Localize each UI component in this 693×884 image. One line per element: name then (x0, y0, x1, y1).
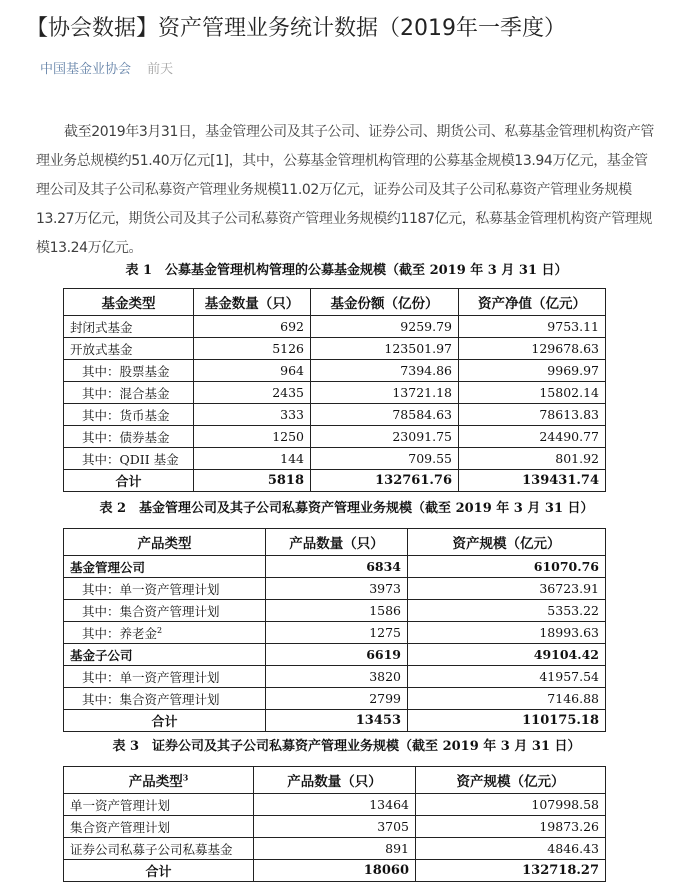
table-cell: 证券公司私募子公司私募基金 (64, 838, 254, 860)
table-row (64, 688, 606, 710)
table-cell: 其中：债券基金 (64, 426, 194, 448)
table1-header: 基金数量（只） (194, 289, 311, 316)
table-cell: 9969.97 (459, 360, 606, 382)
table-cell: 132718.27 (416, 860, 606, 882)
table3 (63, 766, 606, 882)
table-cell: 合计 (64, 860, 254, 882)
article-meta (40, 60, 173, 80)
table-cell: 5353.22 (408, 600, 606, 622)
table-cell: 18993.63 (408, 622, 606, 644)
table-cell: 139431.74 (459, 470, 606, 492)
table-cell: 2435 (194, 382, 311, 404)
table-cell: 18060 (254, 860, 416, 882)
table-cell: 合计 (64, 470, 194, 492)
table-row (64, 382, 606, 404)
table-cell: 1586 (266, 600, 408, 622)
summary-paragraph: 截至2019年3月31日，基金管理公司及其子公司、证券公司、期货公司、私募基金管理机构资产管理业务总规模约51.40万亿元[1]，其中，公募基金管理机构管理的公募基金规模13.94万亿元，基金管理公司及其子公司私募资产管理业务规模11.02万亿元，证券公司及其子公司私募资产管理业务规模13.27万亿元，期货公司及其子公司私募资产管理业务规模约1187亿元，私募基金管理机构资产管理规模13.24万亿元。 (36, 124, 654, 256)
table-cell: 2799 (266, 688, 408, 710)
table-row (64, 600, 606, 622)
table-cell: 709.55 (311, 448, 459, 470)
table1-header: 资产净值（亿元） (459, 289, 606, 316)
table3-header: 产品数量（只） (254, 767, 416, 794)
table2-header: 产品类型 (64, 529, 266, 556)
table3-header: 资产规模（亿元） (416, 767, 606, 794)
table-cell: 13453 (266, 710, 408, 732)
table-cell: 集合资产管理计划 (64, 816, 254, 838)
table-cell: 333 (194, 404, 311, 426)
table-cell: 132761.76 (311, 470, 459, 492)
table-cell: 6834 (266, 556, 408, 578)
table-cell: 3705 (254, 816, 416, 838)
table-cell: 107998.58 (416, 794, 606, 816)
footnote-mark: 3 (182, 772, 189, 783)
table-cell: 开放式基金 (64, 338, 194, 360)
table-row (64, 622, 606, 644)
table-row (64, 338, 606, 360)
table2-caption: 表 2 基金管理公司及其子公司私募资产管理业务规模（截至 2019 年 3 月 31 日） (99, 501, 594, 516)
table-cell: 3973 (266, 578, 408, 600)
table-cell: 123501.97 (311, 338, 459, 360)
table-cell: 9753.11 (459, 316, 606, 338)
table-cell: 129678.63 (459, 338, 606, 360)
table-cell: 6619 (266, 644, 408, 666)
table1 (63, 288, 606, 492)
table-cell: 23091.75 (311, 426, 459, 448)
table-row (64, 448, 606, 470)
table-cell: 基金子公司 (64, 644, 266, 666)
table-cell: 13721.18 (311, 382, 459, 404)
table-cell: 49104.42 (408, 644, 606, 666)
footnote-mark: 2 (157, 625, 163, 635)
table1-caption: 表 1 公募基金管理机构管理的公募基金规模（截至 2019 年 3 月 31 日） (125, 263, 568, 278)
table-cell: 合计 (64, 710, 266, 732)
table-cell: 41957.54 (408, 666, 606, 688)
table-total-row (64, 860, 606, 882)
table-cell: 15802.14 (459, 382, 606, 404)
table-cell: 891 (254, 838, 416, 860)
table2 (63, 528, 606, 732)
table-cell: 61070.76 (408, 556, 606, 578)
table-cell: 78613.83 (459, 404, 606, 426)
table-cell: 封闭式基金 (64, 316, 194, 338)
table-row (64, 794, 606, 816)
table-total-row (64, 470, 606, 492)
table-cell: 其中：集合资产管理计划 (64, 688, 266, 710)
table-row (64, 816, 606, 838)
table-total-row (64, 710, 606, 732)
table-cell: 24490.77 (459, 426, 606, 448)
table3-caption: 表 3 证券公司及其子公司私募资产管理业务规模（截至 2019 年 3 月 31 日） (112, 739, 581, 754)
table3-header-row (64, 767, 606, 794)
table-cell: 其中：单一资产管理计划 (64, 578, 266, 600)
table-row (64, 556, 606, 578)
table1-header: 基金类型 (64, 289, 194, 316)
table-cell: 4846.43 (416, 838, 606, 860)
table-cell: 19873.26 (416, 816, 606, 838)
table-cell: 单一资产管理计划 (64, 794, 254, 816)
table3-header-text: 产品类型 (128, 774, 183, 790)
table-cell: 9259.79 (311, 316, 459, 338)
table-row (64, 644, 606, 666)
table-cell: 801.92 (459, 448, 606, 470)
table-cell: 7146.88 (408, 688, 606, 710)
table2-header: 资产规模（亿元） (408, 529, 606, 556)
source-link[interactable]: 中国基金业协会 (40, 62, 132, 77)
article-title: 【协会数据】资产管理业务统计数据（2019年一季度） (26, 16, 566, 41)
table-cell: 其中：混合基金 (64, 382, 194, 404)
table-cell: 其中：单一资产管理计划 (64, 666, 266, 688)
table-cell: 964 (194, 360, 311, 382)
table-cell: 基金管理公司 (64, 556, 266, 578)
table-cell: 其中：股票基金 (64, 360, 194, 382)
table-row (64, 578, 606, 600)
table-cell: 13464 (254, 794, 416, 816)
table-cell: 5126 (194, 338, 311, 360)
table-row (64, 316, 606, 338)
table-row (64, 360, 606, 382)
table-cell-text: 其中：养老金 (82, 625, 158, 641)
table-cell: 其中：QDII 基金 (64, 448, 194, 470)
table-cell: 其中：集合资产管理计划 (64, 600, 266, 622)
table-cell: 1275 (266, 622, 408, 644)
table-cell: 1250 (194, 426, 311, 448)
table-row (64, 426, 606, 448)
table-cell: 144 (194, 448, 311, 470)
table2-header-row (64, 529, 606, 556)
table-cell: 7394.86 (311, 360, 459, 382)
table2-header: 产品数量（只） (266, 529, 408, 556)
table-cell: 其中：货币基金 (64, 404, 194, 426)
table1-header: 基金份额（亿份） (311, 289, 459, 316)
table1-header-row (64, 289, 606, 316)
table-row (64, 666, 606, 688)
table-cell (64, 622, 266, 644)
table-row (64, 404, 606, 426)
table-cell: 692 (194, 316, 311, 338)
table-cell: 3820 (266, 666, 408, 688)
table3-header (64, 767, 254, 794)
table-cell: 110175.18 (408, 710, 606, 732)
table-row (64, 838, 606, 860)
publish-time: 前天 (147, 62, 174, 77)
table-cell: 36723.91 (408, 578, 606, 600)
table-cell: 5818 (194, 470, 311, 492)
table-cell: 78584.63 (311, 404, 459, 426)
